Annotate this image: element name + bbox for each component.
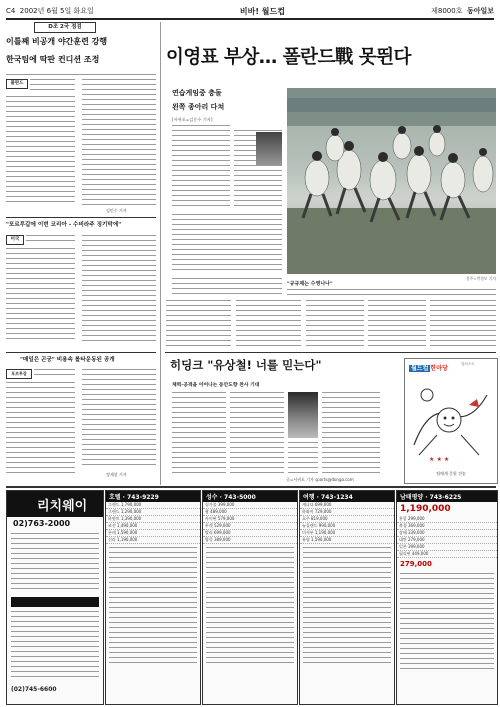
main-body-col3 [172,214,282,274]
article3-tag: 포르투갈 [6,369,32,379]
ad-row: 미서부 1,190,000 [300,530,394,537]
second-body-col1 [172,392,226,474]
main-body-col4 [172,278,282,298]
ad-box-1 [105,490,201,705]
corner-caption: 팀에게 응원 전송 [436,471,466,476]
issue-date: 2002년 6월 5일 화요일 [19,7,94,15]
article3-byline: 정재상 기자 [106,472,127,477]
article1-body [30,79,75,94]
ad-brand-phone: 02)763-2000 [13,519,71,528]
ad-row: 그랜드 1,790,000 [106,502,200,509]
ad-row: 홍콩 299,000 [397,516,497,523]
section-title: 비바! 월드컵 [239,6,285,16]
ad-brand-name: 리치웨이 [37,499,88,514]
article3-body [34,369,75,379]
main-headline: 이영표 부상… 폴란드戰 못뛴다 [166,47,411,68]
training-photo [287,88,496,274]
article1-tag: 폴란드 [6,79,28,89]
ad-box-fineprint [109,547,197,667]
players-running-illustration [287,88,496,274]
player-headshot-photo [256,132,282,166]
ad-row: 조선 1,490,000 [106,523,200,530]
main-body-bottom-3 [306,300,364,350]
ad-box-title: 남태평양 · 743-6225 [397,491,497,502]
ad-box-fineprint [206,547,294,667]
article2-body-col1 [6,248,75,343]
article1-headline: 이틀째 비공개 야간훈련 강행 [6,36,108,46]
main-body-bottom-1 [166,300,231,350]
paper-name: 동아일보 [466,7,494,15]
ad-box-fineprint [303,547,391,667]
ad-row: 신라 1,190,000 [106,537,200,544]
second-subhead: 체력-공격을 이어나는 동안도향 찬사 기대 [172,382,260,388]
cartoon-illustration [409,375,493,465]
column-divider [160,22,161,485]
photo-caption-text [287,289,496,296]
second-body-col3a [288,442,318,474]
article2-body-col2 [82,235,156,343]
ad-row: 하와이 729,000 [300,509,394,516]
ad-row: 롯데 1,590,000 [106,530,200,537]
ad-box-3 [299,490,395,705]
ad-left-bar [11,597,99,607]
photo-caption-title: "규규제는 수영나나" [287,281,333,287]
second-byline: 글=서귀포 기자 sports@donga.com [286,477,354,482]
left-column [6,22,156,485]
page-number: C4 [6,7,16,15]
main-subhead-2: 왼쪽 종아리 다쳐 [172,102,225,111]
main-body-bottom-2 [236,300,301,350]
main-byline: [서귀포=김동수 기자] [172,117,213,122]
kicker-label: D조 2국 점검 [34,22,96,33]
main-subhead-1: 연습게임중 충돌 [172,88,222,97]
player-portrait-photo [288,392,318,438]
ad-brand-banner [7,491,103,517]
ad-row: 방콕 389,000 [203,537,297,544]
cartoon-lettering: ★ ★ ★ [429,456,450,463]
ad-box-title: 성수 · 743-5000 [203,491,297,502]
ad-box-fineprint [400,573,494,673]
edition-number: 제8000호 [431,7,463,15]
header-left [6,6,94,16]
ad-left-brand-block [6,490,104,705]
ad-row: 캐나다 699,000 [300,502,394,509]
second-body-col3 [322,392,380,474]
photo-credit: 경주=박경모 기자 [465,276,496,281]
corner-title-a: 월드컵 [411,365,429,372]
article1-headline-line2: 한국팀에 딱판 컨디션 조정 [6,54,100,64]
ad-row: 일본 399,000 [397,544,497,551]
article2-headline: "포르투갈에 이번 코리아 - 수비라주 징기막에" [6,222,122,228]
ad-row: 괌 489,000 [203,509,297,516]
worldcup-corner-box [404,358,498,484]
header-right [431,6,494,16]
main-body-col1 [172,125,230,210]
corner-credit: 일러스트 [461,362,475,366]
ad-row: 북경 369,000 [397,523,497,530]
divider [6,352,156,353]
ad-row: 하얏트 1,390,000 [106,516,200,523]
second-headline: 히딩크 "유상철! 너를 믿는다" [170,358,322,372]
article1-byline: 김민수 기자 [106,208,127,213]
article3-headline: "매일은 곤궁" 비용속 롤타운동된 공개 [20,357,115,363]
article2-tag: 미국 [6,235,24,245]
ad-row: 뉴질랜드 990,000 [300,523,394,530]
ad-box-title: 여행 · 743-1234 [300,491,394,502]
article2-body [26,235,75,245]
ad-row: 유럽 1,590,000 [300,537,394,544]
ad-bottom-phone: (02)745-6600 [11,686,57,693]
ad-row: 필리핀 449,000 [397,551,497,558]
ad-box-title: 호텔 · 743-9229 [106,491,200,502]
ad-row: 발리 699,000 [203,530,297,537]
article1-body-col1 [6,96,75,206]
ad-separator [6,486,496,488]
second-body-col2 [230,392,284,474]
ad-box-2 [202,490,298,705]
main-body-bottom-5 [430,300,496,350]
main-body-bottom-4 [368,300,426,350]
article3-body-col2 [82,369,156,469]
ad-box-4 [396,490,498,705]
divider [165,352,496,353]
ad-left-listing-1 [11,533,99,593]
ad-row: 호주 819,000 [300,516,394,523]
page-header [6,4,494,20]
ad-row: 상해 339,000 [397,530,497,537]
ad-row: 푸켓 529,000 [203,523,297,530]
ad-small-price: 279,000 [400,560,432,568]
ad-row: 대만 279,000 [397,537,497,544]
article3-body-col1 [6,382,75,477]
ad-left-listing-2 [11,611,99,681]
ad-row: 사이판 579,000 [203,516,297,523]
ad-row: 그랜드 1,290,000 [106,509,200,516]
divider [6,217,156,218]
article1-body-col2 [82,79,156,206]
corner-title-b: 한마당 [430,365,448,372]
ad-row: 싱가폴 399,000 [203,502,297,509]
divider [6,74,156,75]
ad-big-price: 1,190,000 [400,504,451,514]
